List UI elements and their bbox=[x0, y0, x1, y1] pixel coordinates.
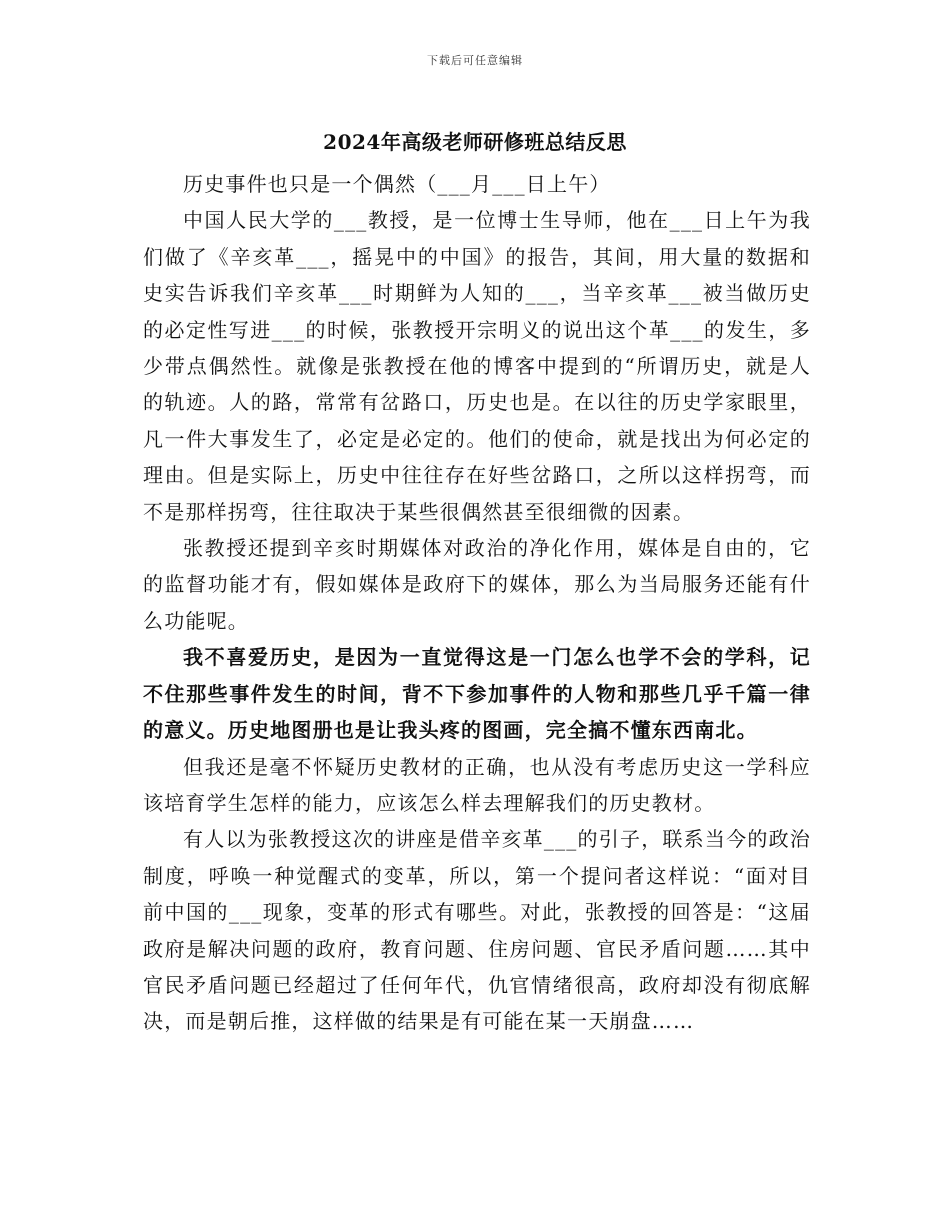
document-title: 2024年高级老师研修班总结反思 bbox=[323, 130, 627, 154]
paragraph-media-role: 张教授还提到辛亥时期媒体对政治的净化作用，媒体是自由的，它的监督功能才有，假如媒体是政府下的媒体，那么为当局服务还能有什么功能呢。 bbox=[143, 536, 811, 633]
paragraph-textbook: 但我还是毫不怀疑历史教材的正确，也从没有考虑历史这一学科应该培育学生怎样的能力，应该怎么样去理解我们的历史教材。 bbox=[143, 754, 811, 815]
paragraph-qa: 有人以为张教授这次的讲座是借辛亥革___的引子，联系当今的政治制度，呼唤一种觉醒式的变革，所以，第一个提问者这样说：“面对目前中国的___现象，变革的形式有哪些。对此，张教授的回答是：“这届政府是解决问题的政府，教育问题、住房问题、官民矛盾问题……其中官民矛盾问题已经超过了任何年代，仇官情绪很高，政府却没有彻底解决，而是朝后推，这样做的结果是有可能在某一天崩盘…… bbox=[143, 827, 811, 1034]
paragraph-lecture-intro: 中国人民大学的___教授，是一位博士生导师，他在___日上午为我们做了《辛亥革___，摇晃中的中国》的报告，其间，用大量的数据和史实告诉我们辛亥革___时期鲜为人知的___，当辛亥革___被当做历史的必定性写进___的时候，张教授开宗明义的说出这个革___的发生，多少带点偶然性。就像是张教授在他的博客中提到的“所谓历史，就是人的轨迹。人的路，常常有岔路口，历史也是。在以往的历史学家眼里，凡一件大事发生了，必定是必定的。他们的使命，就是找出为何必定的理由。但是实际上，历史中往往存在好些岔路口，之所以这样拐弯，而不是那样拐弯，往往取决于某些很偶然甚至很细微的因素。 bbox=[143, 208, 811, 524]
paragraph-personal-view: 我不喜爱历史，是因为一直觉得这是一门怎么也学不会的学科，记不住那些事件发生的时间，背不下参加事件的人物和那些几乎千篇一律的意义。历史地图册也是让我头疼的图画，完全搞不懂东西南北。 bbox=[143, 645, 811, 743]
paragraph-subtitle: 历史事件也只是一个偶然（___月___日上午） bbox=[183, 172, 611, 196]
document-body bbox=[143, 166, 811, 1040]
header-note: 下载后可任意编辑 bbox=[427, 54, 523, 67]
